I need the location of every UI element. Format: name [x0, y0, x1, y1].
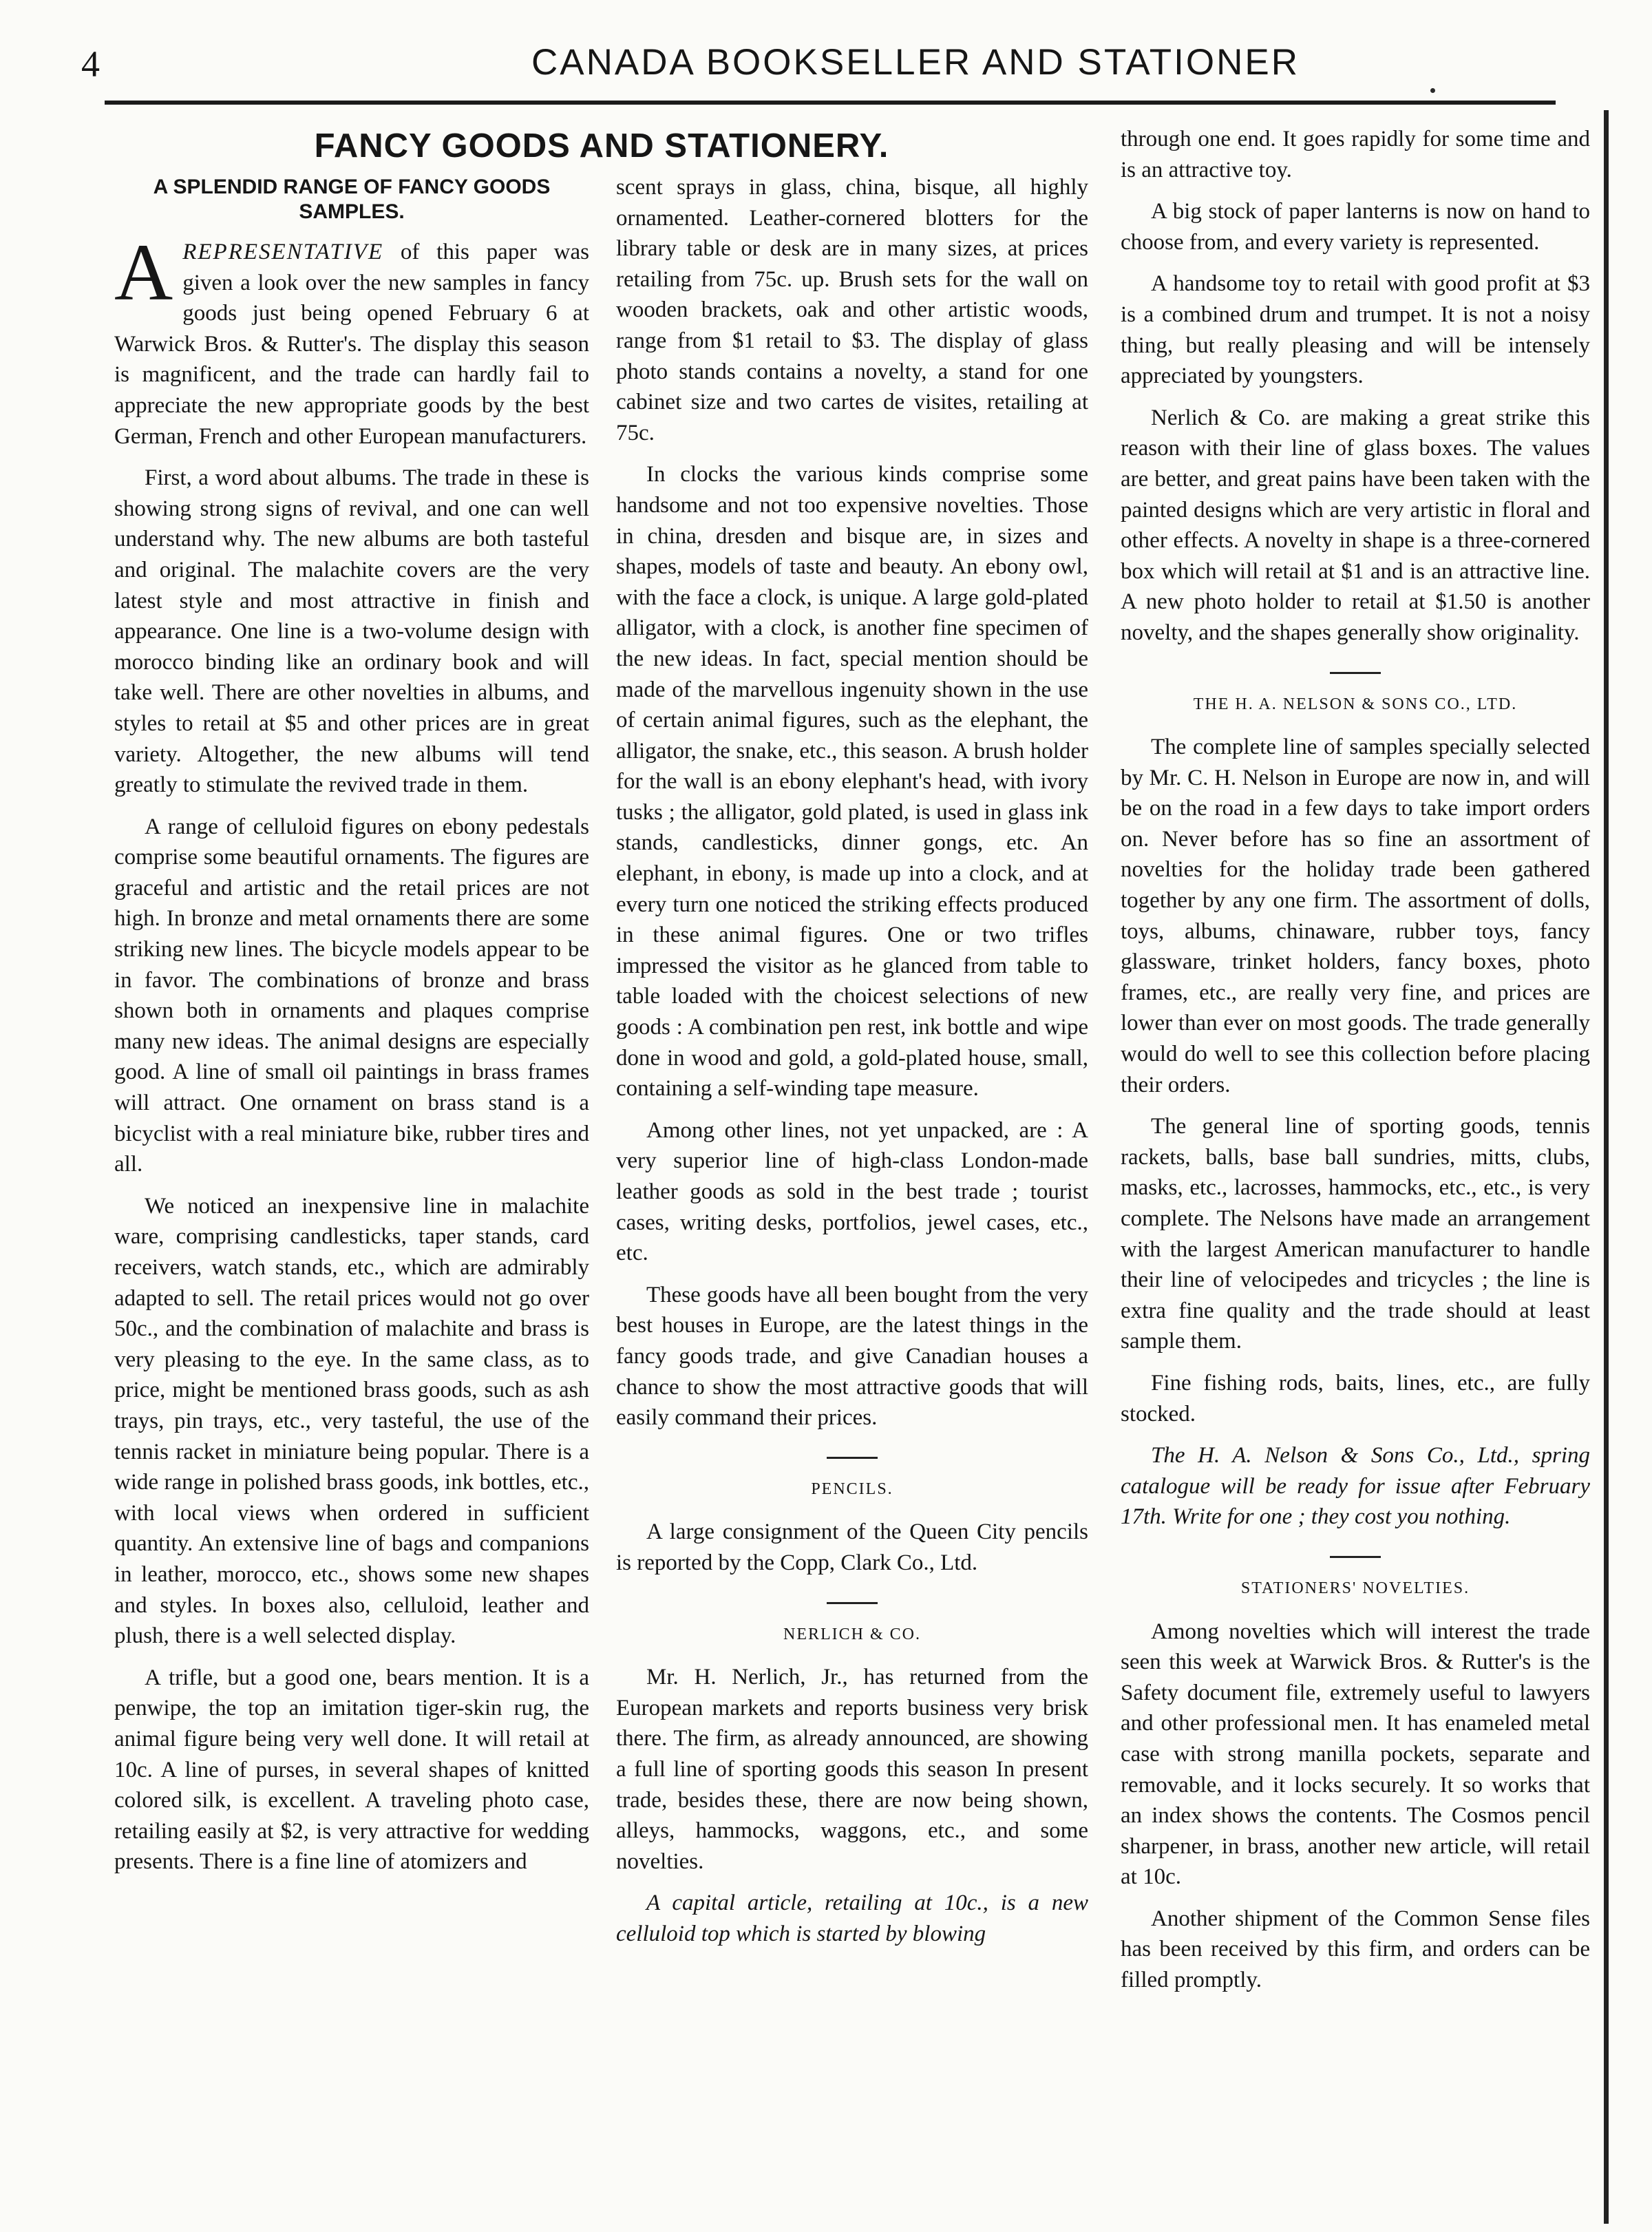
stationers-heading: STATIONERS' NOVELTIES. [1240, 1579, 1470, 1597]
article-paragraph: through one end. It goes rapidly for some time and is an attractive toy. [1121, 127, 1590, 182]
section-divider [827, 1457, 878, 1459]
scan-speck [1430, 88, 1435, 93]
article-paragraph: Nerlich & Co. are making a great strike this reason with their line of glass boxes. The values are better, and great pains have been taken with the painted designs which are very artistic in floral and other effects. A novelty in shape is a three-cornered box which will retail at $1 and is an attractive line. A new photo holder to retail at $1.50 is another novelty, and the shapes generally show originality. [1121, 405, 1590, 645]
article-paragraph: A handsome toy to retail with good profit at $3 is a combined drum and trumpet. It is not a noisy thing, but really pleasing and will be intensely appreciated by youngsters. [1121, 271, 1590, 389]
page-edge-rule [1604, 110, 1609, 2224]
article-paragraph: First, a word about albums. The trade in these is showing strong signs of revival, and one can well understand why. The new albums are both tasteful and original. The malachite covers are the very latest style and most attractive in finish and appearance. One line is a two-volume design with morocco binding like an ordinary book and will take well. There are other novelties in albums, and styles to retail at $5 and other prices are in great variety. Altogether, the new albums will tend greatly to stimulate the revived trade in them. [114, 465, 589, 798]
article-paragraph: A big stock of paper lanterns is now on hand to choose from, and every variety is represented. [1121, 199, 1590, 255]
column-3 [1121, 124, 1590, 2007]
article-paragraph: The H. A. Nelson & Sons Co., Ltd., spring catalogue will be ready for issue after February 17th. Write for one ; they cost you nothing. [1121, 1443, 1590, 1530]
section-title: FANCY GOODS AND STATIONERY. [314, 127, 889, 165]
publication-title: CANADA BOOKSELLER AND STATIONER [531, 42, 1300, 83]
article-paragraph: Another shipment of the Common Sense files has been received by this firm, and orders can be filled promptly. [1121, 1906, 1590, 1993]
article-paragraph: A capital article, retailing at 10c., is a new celluloid top which is started by blowing [616, 1891, 1088, 1946]
header-rule [105, 101, 1556, 105]
article-paragraph: We noticed an inexpensive line in malachite ware, comprising candlesticks, taper stands, card receivers, watch stands, etc., which are admirably adapted to sell. The retail prices would not go over 50c., and the combination of malachite and brass is very pleasing to the eye. In the same class, as to price, might be mentioned brass goods, such as ash trays, pin trays, etc., very tasteful, the use of the tennis racket in miniature being popular. There is a wide range in polished brass goods, ink bottles, etc., with local views when ordered in sufficient quantity. An extensive line of bags and companions in leather, morocco, etc., shows some new shapes and styles. In boxes also, celluloid, leather and plush, there is a well selected display. [114, 1193, 589, 1649]
page-number: 4 [81, 43, 100, 85]
article-paragraph: The general line of sporting goods, tennis rackets, balls, base ball sundries, mitts, clubs, masks, etc., lacrosses, hammocks, etc., etc., is very complete. The Nelsons have made an arrangement with the largest American manufacturer to handle their line of velocipedes and tricycles ; the line is extra fine quality and the trade should at least sample them. [1121, 1114, 1590, 1354]
article-subhead: A SPLENDID RANGE OF FANCY GOODS SAMPLES. [153, 176, 551, 223]
article-paragraph: These goods have all been bought from the very best houses in Europe, are the latest things in the fancy goods trade, and give Canadian houses a chance to show the most attractive goods that will easily command their prices. [616, 1282, 1088, 1431]
article-paragraph: The complete line of samples specially selected by Mr. C. H. Nelson in Europe are now in, and will be on the road in a few days to take import orders on. Never before has so fine an assortment of novelties for the holiday trade been gathered together by any one firm. The assortment of dolls, toys, albums, chinaware, rubber toys, fancy glassware, trinket holders, fancy boxes, photo frames, etc., are really very fine, and prices are lower than ever on most goods. The trade generally would do well to see this collection before placing their orders. [1121, 735, 1590, 1097]
column-1 [114, 172, 589, 1888]
section-divider [1330, 672, 1381, 674]
pencils-heading: PENCILS. [811, 1480, 893, 1498]
article-paragraph: AREPRESENTATIVE of this paper was given a look over the new samples in fancy goods just being opened February 6 at Warwick Bros. & Rutter's. The display this season is magnificent, and the trade can hardly fail to appreciate the new appropriate goods by the best German, French and other European manufacturers. [114, 227, 589, 449]
nelson-heading: THE H. A. NELSON & SONS CO., LTD. [1193, 695, 1518, 713]
column-2 [616, 172, 1088, 1960]
article-paragraph: Fine fishing rods, baits, lines, etc., are fully stocked. [1121, 1370, 1590, 1426]
article-paragraph: In clocks the various kinds comprise some handsome and not too expensive novelties. Those in china, dresden and bisque are, in sizes and shapes, models of taste and beauty. An ebony owl, with the face a clock, is unique. A large gold-plated alligator, with a clock, is another fine specimen of the new ideas. In fact, special mention should be made of the marvellous ingenuity shown in the use of certain animal figures, such as the elephant, the alligator, the snake, etc., this season. A brush holder for the wall is an ebony elephant's head, with ivory tusks ; the alligator, gold plated, is used in glass ink stands, candlesticks, dinner gongs, etc. An elephant, in ebony, is made up into a clock, and at every turn one noticed the striking effects produced in these animal figures. One or two trifles impressed the visitor as he glanced from table to table loaded with the choicest selections of new goods : A combination pen rest, ink bottle and wipe done in wood and gold, a gold-plated house, small, containing a self-winding tape measure. [616, 462, 1088, 1102]
section-divider [827, 1602, 878, 1604]
drop-cap: A [114, 227, 173, 317]
article-paragraph: A range of celluloid figures on ebony pedestals comprise some beautiful ornaments. The figures are graceful and artistic and the retail prices are not high. In bronze and metal ornaments there are some striking new lines. The bicycle models appear to be in favor. The combinations of bronze and brass shown both in ornaments and plaques comprise many new ideas. The animal designs are especially good. A line of small oil paintings in brass frames will attract. One ornament on brass stand is a bicyclist with a real miniature bike, rubber tires and all. [114, 814, 589, 1177]
page-header [0, 0, 1652, 110]
section-divider [1330, 1556, 1381, 1558]
article-paragraph: Among other lines, not yet unpacked, are : A very superior line of high-class London-made leather goods as sold in the best trade ; tourist cases, writing desks, portfolios, jewel cases, etc., etc. [616, 1117, 1088, 1266]
article-paragraph: scent sprays in glass, china, bisque, all highly ornamented. Leather-cornered blotters for the library table or desk are in many sizes, at prices retailing from 75c. up. Brush sets for the wall on wooden brackets, oak and other artistic woods, range from $1 retail to $3. The display of glass photo stands contains a novelty, a stand for one cabinet size and two cartes de visites, retailing at 75c. [616, 175, 1088, 445]
article-paragraph: A large consignment of the Queen City pencils is reported by the Copp, Clark Co., Ltd. [616, 1519, 1088, 1575]
nerlich-heading: NERLICH & CO. [783, 1625, 921, 1643]
article-paragraph: Among novelties which will interest the trade seen this week at Warwick Bros. & Rutter's is the Safety document file, extremely useful to lawyers and other professional men. It has enameled metal case with strong manilla pockets, separate and removable, and it locks securely. It so works that an index shows the contents. The Cosmos pencil sharpener, in brass, another new article, will retail at 10c. [1121, 1619, 1590, 1890]
lead-word: REPRESENTATIVE [182, 240, 384, 264]
article-paragraph: Mr. H. Nerlich, Jr., has returned from the European markets and reports business very brisk there. The firm, as already announced, are showing a full line of sporting goods this season In present trade, besides these, there are now being shown, alleys, hammocks, waggons, etc., and some novelties. [616, 1665, 1088, 1874]
article-paragraph: A trifle, but a good one, bears mention. It is a penwipe, the top an imitation tiger-skin rug, the animal figure being very well done. It will retail at 10c. A line of purses, in several shapes of knitted colored silk, is excellent. A traveling photo case, retailing easily at $2, is very attractive for wedding presents. There is a fine line of atomizers and [114, 1665, 589, 1875]
